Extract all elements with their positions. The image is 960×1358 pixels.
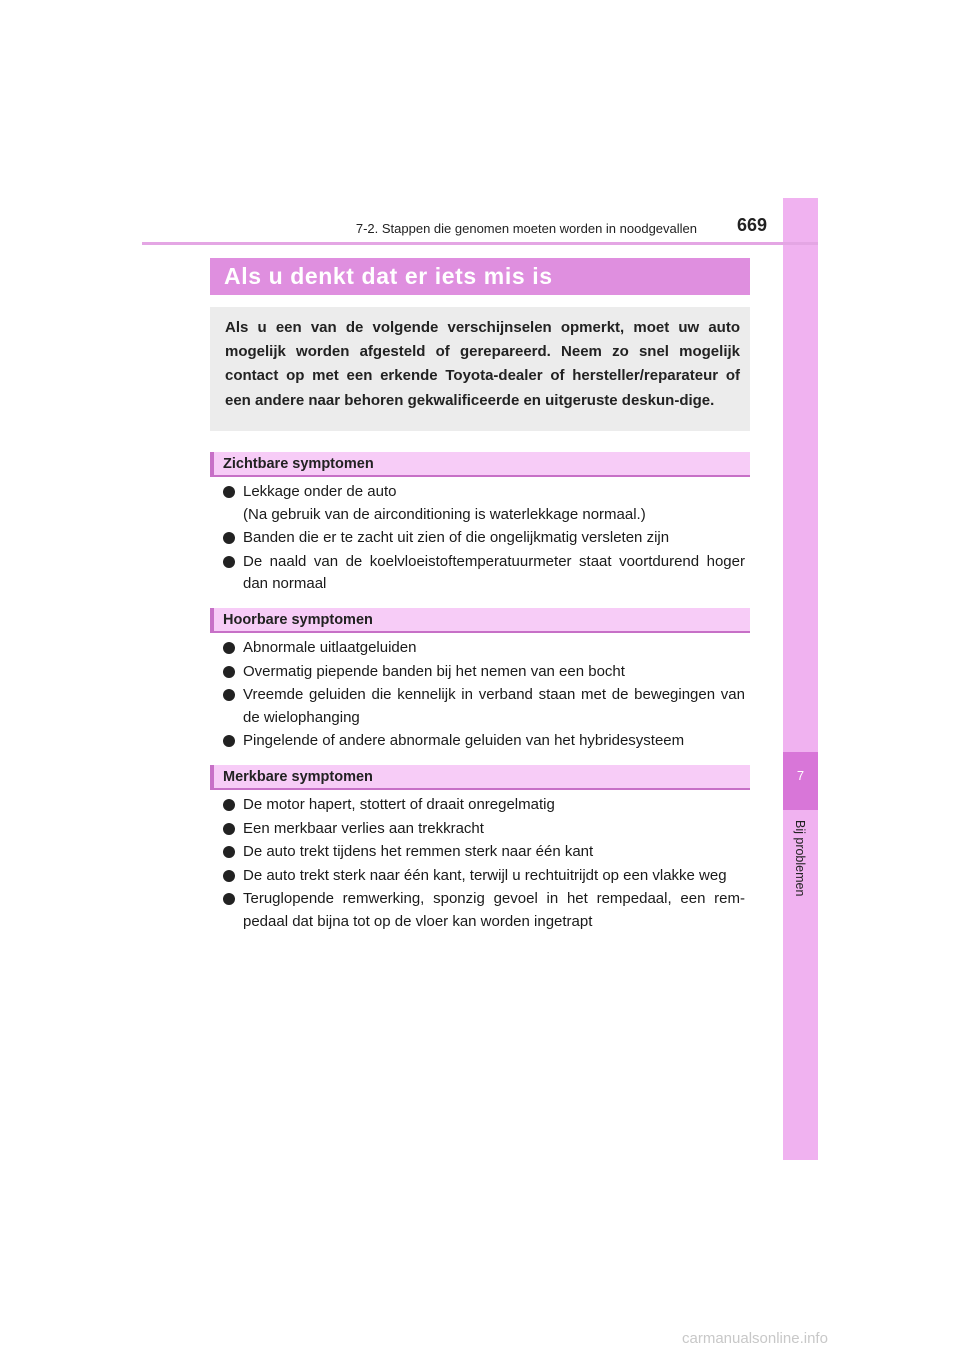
bullet-icon xyxy=(223,666,235,678)
list-item xyxy=(223,865,745,888)
list-item xyxy=(223,637,745,660)
list-item-text: Overmatig piepende banden bij het nemen van een bocht xyxy=(243,662,625,680)
page-number: 669 xyxy=(737,215,768,235)
list-item-text: Teruglopende remwerking, sponzig gevoel in het rempedaal, een rem-pedaal dat bijna tot op de vloer kan worden ingetrapt xyxy=(243,890,745,930)
list-item xyxy=(223,551,745,596)
section-heading-bar xyxy=(210,452,214,475)
list-item xyxy=(223,730,745,753)
list-item-text: Abnormale uitlaatgeluiden xyxy=(243,639,417,656)
audible-symptoms-list xyxy=(223,637,745,753)
section-title: Merkbare symptomen xyxy=(223,769,373,785)
section-heading-bar xyxy=(210,765,214,788)
bullet-icon xyxy=(223,532,235,544)
section-heading-bar xyxy=(210,608,214,631)
chapter-name: Bij problemen xyxy=(793,820,807,897)
list-item xyxy=(223,684,745,729)
list-item-text: De auto trekt tijdens het remmen sterk naar één kant xyxy=(243,843,594,860)
list-item xyxy=(223,527,745,550)
list-item-text: Lekkage onder de auto (Na gebruik van de airconditioning is waterlekkage normaal.) xyxy=(243,483,646,523)
list-item xyxy=(223,818,745,841)
visible-symptoms-list xyxy=(223,481,745,596)
section-heading-audible xyxy=(210,608,750,633)
list-item-text: Een merkbaar verlies aan trekkracht xyxy=(243,819,484,837)
list-item xyxy=(223,841,745,864)
list-item xyxy=(223,888,745,933)
list-item-text: Banden die er te zacht uit zien of die ongelijkmatig versleten zijn xyxy=(243,529,670,546)
header-section-title: 7-2. Stappen die genomen moeten worden in noodgevallen xyxy=(355,221,697,236)
watermark: carmanualsonline.info xyxy=(682,1330,828,1347)
section-title: Zichtbare symptomen xyxy=(223,456,374,472)
bullet-icon xyxy=(223,556,235,568)
list-item-text: De auto trekt sterk naar één kant, terwijl u rechtuitrijdt op een vlakke weg xyxy=(243,866,727,884)
chapter-side-tab xyxy=(783,198,818,1160)
list-item-text: De naald van de koelvloeistoftemperatuurmeter staat voortdurend hoger dan normaal xyxy=(243,552,745,592)
bullet-icon xyxy=(223,799,235,811)
section-title: Hoorbare symptomen xyxy=(223,612,373,628)
bullet-icon xyxy=(223,846,235,858)
list-item-text: Vreemde geluiden die kennelijk in verband staan met de bewegingen van de wielophanging xyxy=(243,686,745,726)
section-heading-visible xyxy=(210,452,750,477)
list-item xyxy=(223,794,745,817)
header-divider xyxy=(142,242,818,245)
bullet-icon xyxy=(223,735,235,747)
page-title-banner xyxy=(210,258,750,295)
list-item xyxy=(223,481,745,526)
chapter-number: 7 xyxy=(796,768,805,783)
bullet-icon xyxy=(223,893,235,905)
bullet-icon xyxy=(223,823,235,835)
section-heading-noticeable xyxy=(210,765,750,790)
list-item xyxy=(223,661,745,684)
list-item-text: De motor hapert, stottert of draait onregelmatig xyxy=(243,796,555,813)
noticeable-symptoms-list xyxy=(223,794,745,933)
bullet-icon xyxy=(223,870,235,882)
intro-text: Als u een van de volgende verschijnselen opmerkt, moet uw auto mogelijk worden afgesteld of gerepareerd. Neem zo snel mogelijk contact op met een erkende Toyota-dealer of hersteller/reparateur of een andere naar behoren gekwalificeerde en uitgeruste deskun-dige. xyxy=(225,319,740,409)
list-item-text: Pingelende of andere abnormale geluiden van het hybridesysteem xyxy=(243,732,685,749)
page-title: Als u denkt dat er iets mis is xyxy=(224,263,553,289)
bullet-icon xyxy=(223,642,235,654)
bullet-icon xyxy=(223,689,235,701)
intro-box xyxy=(210,307,750,431)
bullet-icon xyxy=(223,486,235,498)
